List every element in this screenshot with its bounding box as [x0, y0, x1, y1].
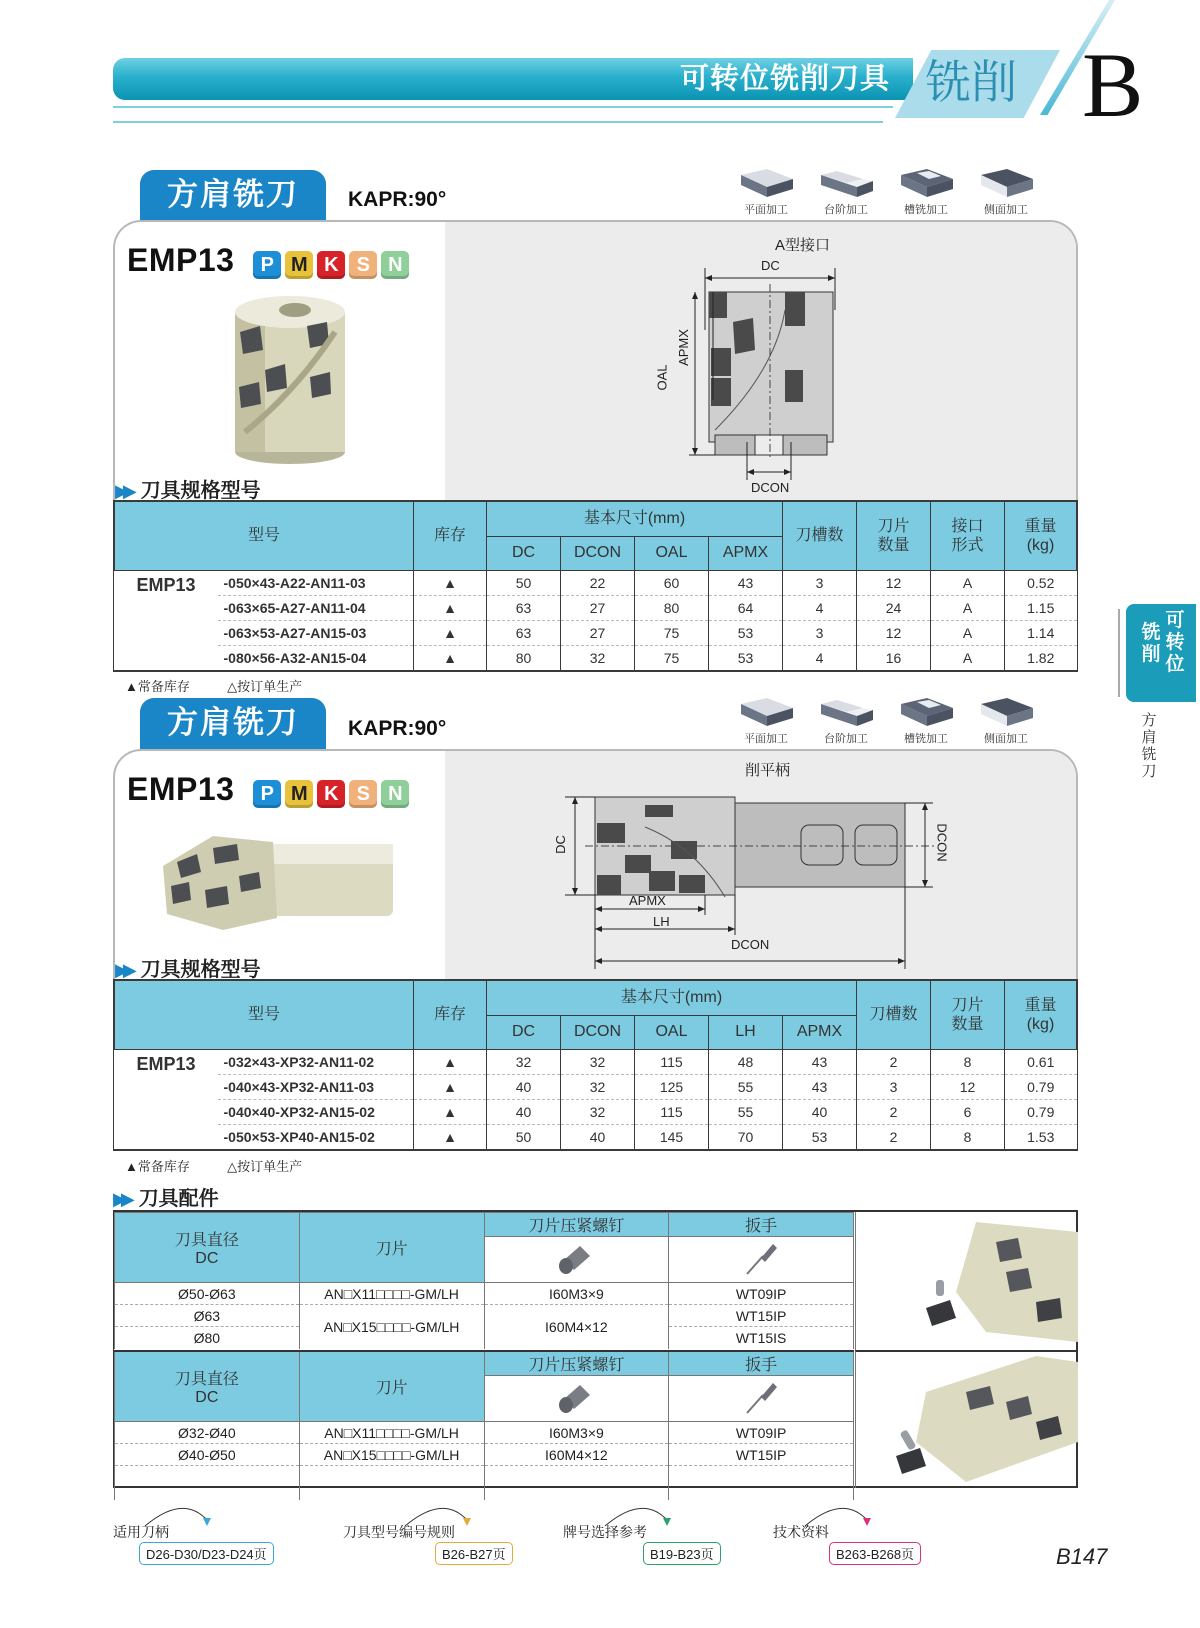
section1-kapr: KAPR:90°: [348, 188, 447, 211]
shoulder-milling-icon: [817, 694, 875, 728]
col-wrench: 扳手: [669, 1213, 854, 1237]
slot-milling-icon: [897, 694, 955, 728]
col-basic-dimensions: 基本尺寸(mm): [487, 502, 783, 536]
material-badge-k: K: [317, 251, 345, 279]
page-number: B147: [1056, 1544, 1108, 1569]
col-dc: 刀具直径 DC: [115, 1351, 300, 1422]
section2-operations: [726, 694, 1046, 746]
legend-stock: ▲常备库存: [125, 679, 190, 694]
section1-spec-heading: ▶▶ 刀具规格型号: [115, 480, 261, 502]
screw-icon: [556, 1238, 596, 1278]
material-badge-k: K: [317, 780, 345, 808]
section1-series-row: [127, 242, 413, 279]
op-side-milling: 侧面加工: [966, 694, 1046, 746]
accessories-table-2: [114, 1350, 854, 1500]
accessory-assembly-image-1: [855, 1212, 1077, 1350]
col-basic-dimensions: 基本尺寸(mm): [487, 981, 857, 1015]
accessories-table-1: [114, 1212, 854, 1349]
wrench-icon: [741, 1238, 781, 1278]
double-chevron-icon: ▶▶: [115, 481, 131, 501]
table-row[interactable]: -063×65-A27-AN11-04 ▲ 63 27 80 64 4 24 A 1.15: [115, 595, 1077, 620]
section2-product-image: [153, 826, 403, 936]
material-badge-n: N: [381, 251, 409, 279]
col-model: 型号: [115, 981, 414, 1049]
col-dcon: DCON: [561, 536, 635, 570]
op-slot-milling: 槽铣加工: [886, 165, 966, 217]
label-lh: LH: [653, 914, 670, 929]
table-row[interactable]: -050×53-XP40-AN15-02 ▲ 50 40 145 70 53 2 8 1.53: [115, 1124, 1077, 1149]
section2-panel: [113, 749, 1078, 981]
screw-image: [484, 1376, 669, 1422]
col-interface: 接口 形式: [931, 502, 1005, 570]
label-apmx: APMX: [629, 893, 666, 908]
table-row[interactable]: EMP13 -050×43-A22-AN11-03 ▲ 50 22 60 43 3 12 A 0.52: [115, 570, 1077, 595]
screw-icon: [556, 1377, 596, 1417]
legend-order: △按订单生产: [227, 679, 303, 694]
shoulder-milling-icon: [817, 165, 875, 199]
material-badge-p: P: [253, 780, 281, 808]
col-model: 型号: [115, 502, 414, 570]
label-dcon: DCON: [934, 823, 950, 862]
accessory-row[interactable]: Ø32-Ø40 AN□X11□□□□-GM/LH I60M3×9 WT09IP: [115, 1422, 854, 1444]
side-tab-marker: [1118, 609, 1120, 697]
accessory-assembly-image-2: [855, 1350, 1077, 1488]
side-chapter-tab[interactable]: [1126, 604, 1196, 702]
table-row[interactable]: -040×43-XP32-AN11-03 ▲ 40 32 125 55 43 3 12 0.79: [115, 1074, 1077, 1099]
face-milling-icon: [737, 694, 795, 728]
label-oal: DCON: [731, 937, 770, 952]
diagram-title: 削平柄: [745, 762, 791, 779]
accessory-row[interactable]: Ø50-Ø63 AN□X11□□□□-GM/LH I60M3×9 WT09IP: [115, 1283, 854, 1305]
section2-legend: [125, 1156, 302, 1175]
side-milling-icon: [977, 694, 1035, 728]
series-cell: EMP13: [136, 574, 196, 595]
col-dc: DC: [487, 536, 561, 570]
op-face-milling: 平面加工: [726, 165, 806, 217]
col-screw: 刀片压紧螺钉: [484, 1351, 669, 1376]
accessory-row[interactable]: Ø40-Ø50 AN□X15□□□□-GM/LH I60M4×12 WT15IP: [115, 1444, 854, 1466]
col-oal: OAL: [635, 1015, 709, 1049]
accessory-row[interactable]: Ø63 AN□X15□□□□-GM/LH I60M4×12 WT15IP: [115, 1305, 854, 1327]
section2-series-row: [127, 771, 413, 808]
col-insert: 刀片: [299, 1213, 484, 1283]
section1-panel: [113, 220, 1078, 502]
section2-spec-table: [113, 979, 1078, 1151]
col-flutes: 刀槽数: [783, 502, 857, 570]
col-insert: 刀片: [299, 1351, 484, 1422]
col-oal: OAL: [635, 536, 709, 570]
table-row[interactable]: -063×53-A27-AN15-03 ▲ 63 27 75 53 3 12 A 1.14: [115, 620, 1077, 645]
op-slot-milling: 槽铣加工: [886, 694, 966, 746]
legend-order: △按订单生产: [227, 1159, 303, 1174]
series-name: EMP13: [127, 242, 235, 278]
side-tab-col1: 可转位: [1165, 610, 1185, 675]
col-flutes: 刀槽数: [857, 981, 931, 1049]
wrench-image: [669, 1237, 854, 1283]
table-row[interactable]: -080×56-A32-AN15-04 ▲ 80 32 75 53 4 16 A 1.82: [115, 645, 1077, 670]
col-weight: 重量 (kg): [1005, 502, 1077, 570]
legend-stock: ▲常备库存: [125, 1159, 190, 1174]
side-milling-icon: [977, 165, 1035, 199]
section2-tab: 方肩铣刀: [140, 698, 326, 750]
section2-dimension-diagram: [545, 757, 1065, 977]
col-weight: 重量 (kg): [1005, 981, 1077, 1049]
material-badge-s: S: [349, 251, 377, 279]
header-divider: [113, 106, 893, 108]
accessories-heading: ▶▶ 刀具配件: [113, 1188, 219, 1210]
col-stock: 库存: [414, 981, 487, 1049]
label-dc: DC: [552, 835, 568, 854]
op-shoulder-milling: 台阶加工: [806, 694, 886, 746]
table-row[interactable]: -040×40-XP32-AN15-02 ▲ 40 32 115 55 40 2 6 0.79: [115, 1099, 1077, 1124]
chapter-letter: B: [1082, 34, 1144, 136]
section1-spec-table: [113, 500, 1078, 672]
label-oal: OAL: [654, 364, 670, 391]
col-apmx: APMX: [709, 536, 783, 570]
section2-spec-heading: ▶▶ 刀具规格型号: [115, 959, 261, 981]
section1-operations: [726, 165, 1046, 217]
col-dc: DC: [487, 1015, 561, 1049]
accessories-panel: [113, 1210, 1078, 1488]
face-milling-icon: [737, 165, 795, 199]
col-dcon: DCON: [561, 1015, 635, 1049]
header-divider-2: [113, 121, 883, 123]
diagram-title: A型接口: [775, 237, 831, 254]
double-chevron-icon: ▶▶: [115, 960, 131, 980]
material-badge-p: P: [253, 251, 281, 279]
accessory-row[interactable]: Ø80 WT15IS: [115, 1327, 854, 1349]
col-screw: 刀片压紧螺钉: [484, 1213, 669, 1237]
section1-dimension-diagram: [635, 230, 935, 500]
col-lh: LH: [709, 1015, 783, 1049]
page-category-title: 可转位铣削刀具: [679, 63, 890, 95]
col-inserts: 刀片 数量: [931, 981, 1005, 1049]
material-badge-m: M: [285, 251, 313, 279]
col-stock: 库存: [414, 502, 487, 570]
col-dc: 刀具直径 DC: [115, 1213, 300, 1283]
material-badge-n: N: [381, 780, 409, 808]
material-badge-m: M: [285, 780, 313, 808]
slot-milling-icon: [897, 165, 955, 199]
side-subsection-label: 方肩铣刀: [1141, 712, 1157, 780]
section1-product-image: [225, 292, 355, 467]
side-tab-col2: 铣削: [1141, 622, 1161, 665]
chapter-tab-label: 铣削: [925, 56, 1017, 108]
series-cell: EMP13: [136, 1053, 196, 1074]
double-chevron-icon: ▶▶: [113, 1189, 129, 1209]
col-wrench: 扳手: [669, 1351, 854, 1376]
section2-kapr: KAPR:90°: [348, 717, 447, 740]
op-shoulder-milling: 台阶加工: [806, 165, 886, 217]
table-row[interactable]: EMP13 -032×43-XP32-AN11-02 ▲ 32 32 115 48 43 2 8 0.61: [115, 1049, 1077, 1074]
series-name: EMP13: [127, 771, 235, 807]
op-side-milling: 侧面加工: [966, 165, 1046, 217]
label-dcon: DCON: [751, 480, 790, 495]
footer-references: 适用刀柄 D26-D30/D23-D24页 刀具型号编号规则 B26-B27页 牌号选择参考 B19-B23页 技术资料 B263-B268页: [113, 1500, 1073, 1560]
col-apmx: APMX: [783, 1015, 857, 1049]
section1-legend: [125, 676, 302, 695]
label-dc: DC: [761, 258, 780, 273]
col-inserts: 刀片 数量: [857, 502, 931, 570]
label-apmx: APMX: [675, 329, 691, 366]
op-face-milling: 平面加工: [726, 694, 806, 746]
screw-image: [484, 1237, 669, 1283]
section1-tab: 方肩铣刀: [140, 170, 326, 222]
material-badge-s: S: [349, 780, 377, 808]
wrench-image: [669, 1376, 854, 1422]
wrench-icon: [741, 1377, 781, 1417]
